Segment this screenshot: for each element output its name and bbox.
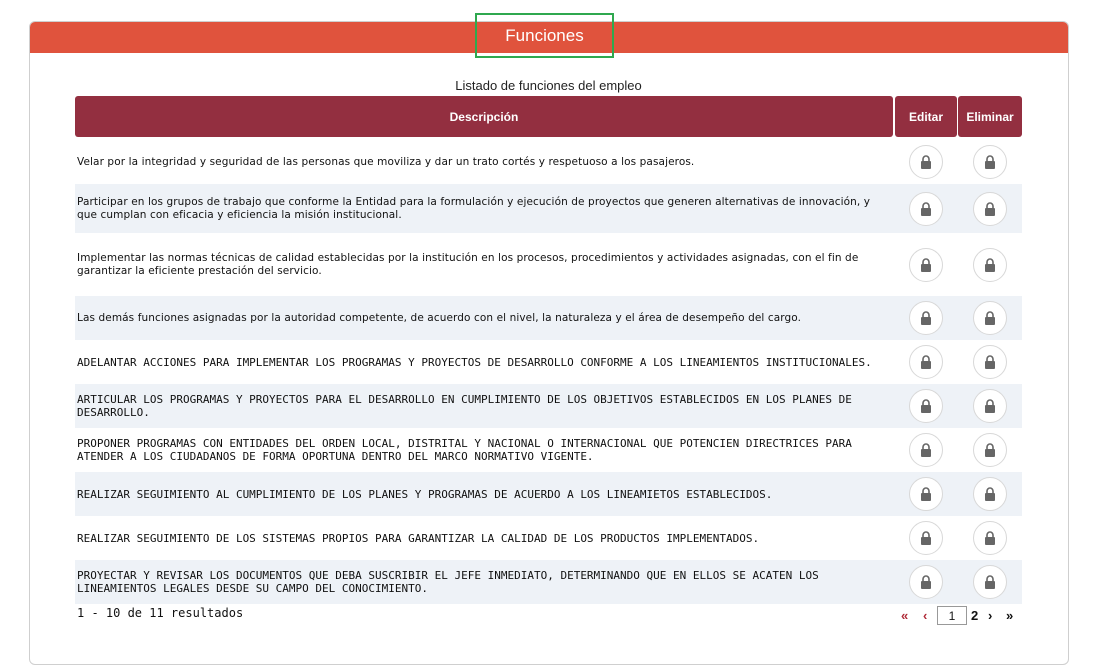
edit-locked-button[interactable] — [909, 248, 943, 282]
pagination-next-button[interactable]: › — [988, 607, 993, 623]
lock-icon — [920, 355, 932, 369]
lock-icon — [984, 355, 996, 369]
lock-icon — [920, 399, 932, 413]
edit-locked-button[interactable] — [909, 301, 943, 335]
edit-locked-button[interactable] — [909, 145, 943, 179]
table-caption: Listado de funciones del empleo — [455, 78, 642, 93]
lock-icon — [920, 575, 932, 589]
delete-locked-button[interactable] — [973, 248, 1007, 282]
section-title: Funciones — [475, 13, 614, 58]
column-header-edit: Editar — [895, 96, 957, 137]
pagination-last-button[interactable]: » — [1006, 607, 1014, 623]
row-description: ADELANTAR ACCIONES PARA IMPLEMENTAR LOS PROGRAMAS Y PROYECTOS DE DESARROLLO CONFORME A LOS LINEAMIENTOS INSTITUCIONALES. — [77, 355, 872, 369]
functions-table-body — [75, 140, 1022, 604]
lock-icon — [984, 202, 996, 216]
row-description: Las demás funciones asignadas por la autoridad competente, de acuerdo con el nivel, la naturaleza y el área de desempeño del cargo. — [77, 311, 802, 324]
delete-locked-button[interactable] — [973, 565, 1007, 599]
edit-locked-button[interactable] — [909, 389, 943, 423]
row-description: REALIZAR SEGUIMIENTO AL CUMPLIMIENTO DE LOS PLANES Y PROGRAMAS DE ACUERDO A LOS LINEAMIETOS ESTABLECIDOS. — [77, 487, 773, 501]
delete-locked-button[interactable] — [973, 145, 1007, 179]
edit-locked-button[interactable] — [909, 565, 943, 599]
edit-locked-button[interactable] — [909, 433, 943, 467]
pagination-prev-button[interactable]: ‹ — [923, 607, 928, 623]
results-summary: 1 - 10 de 11 resultados — [77, 606, 244, 620]
lock-icon — [984, 155, 996, 169]
delete-locked-button[interactable] — [973, 389, 1007, 423]
lock-icon — [984, 258, 996, 272]
delete-locked-button[interactable] — [973, 345, 1007, 379]
table-row — [75, 233, 1022, 296]
lock-icon — [984, 531, 996, 545]
table-row — [75, 516, 1022, 560]
lock-icon — [920, 202, 932, 216]
lock-icon — [920, 258, 932, 272]
edit-locked-button[interactable] — [909, 477, 943, 511]
lock-icon — [984, 575, 996, 589]
row-description: ARTICULAR LOS PROGRAMAS Y PROYECTOS PARA EL DESARROLLO EN CUMPLIMIENTO DE LOS OBJETIVOS ESTABLECIDOS EN LOS PLANES DE DESARROLLO. — [77, 393, 852, 419]
table-row — [75, 384, 1022, 428]
row-description: Implementar las normas técnicas de calidad establecidas por la institución en los procesos, procedimientos y actividades asignadas, con el fin de garantizar la eficiente prestación del servicio. — [77, 251, 859, 277]
table-row — [75, 184, 1022, 233]
column-header-description: Descripción — [75, 96, 893, 137]
edit-locked-button[interactable] — [909, 521, 943, 555]
lock-icon — [920, 311, 932, 325]
delete-locked-button[interactable] — [973, 192, 1007, 226]
row-description: REALIZAR SEGUIMIENTO DE LOS SISTEMAS PROPIOS PARA GARANTIZAR LA CALIDAD DE LOS PRODUCTOS IMPLEMENTADOS. — [77, 531, 760, 545]
table-row — [75, 296, 1022, 340]
lock-icon — [984, 311, 996, 325]
edit-locked-button[interactable] — [909, 345, 943, 379]
pagination-page-input[interactable]: 1 — [937, 606, 967, 625]
edit-locked-button[interactable] — [909, 192, 943, 226]
pagination-page-2-link[interactable]: 2 — [971, 607, 979, 623]
lock-icon — [920, 531, 932, 545]
delete-locked-button[interactable] — [973, 477, 1007, 511]
delete-locked-button[interactable] — [973, 521, 1007, 555]
delete-locked-button[interactable] — [973, 433, 1007, 467]
table-row — [75, 340, 1022, 384]
delete-locked-button[interactable] — [973, 301, 1007, 335]
row-description: Participar en los grupos de trabajo que conforme la Entidad para la formulación y ejecución de proyectos que generen alternativas de innovación, y que cumplan con eficacia y eficiencia la misión institucional. — [77, 195, 871, 221]
column-header-delete: Eliminar — [958, 96, 1022, 137]
table-row — [75, 140, 1022, 184]
pagination-first-button[interactable]: « — [901, 607, 909, 623]
lock-icon — [984, 399, 996, 413]
table-row — [75, 560, 1022, 604]
table-row — [75, 428, 1022, 472]
lock-icon — [984, 487, 996, 501]
table-row — [75, 472, 1022, 516]
lock-icon — [920, 155, 932, 169]
row-description: Velar por la integridad y seguridad de las personas que moviliza y dar un trato cortés y respetuoso a los pasajeros. — [77, 155, 695, 168]
lock-icon — [920, 487, 932, 501]
lock-icon — [984, 443, 996, 457]
row-description: PROYECTAR Y REVISAR LOS DOCUMENTOS QUE DEBA SUSCRIBIR EL JEFE INMEDIATO, DETERMINANDO QUE EN ELLOS SE ACATEN LOS LINEAMIENTOS LEGALES DESDE SU CAMPO DEL CONOCIMIENTO. — [77, 569, 819, 595]
lock-icon — [920, 443, 932, 457]
row-description: PROPONER PROGRAMAS CON ENTIDADES DEL ORDEN LOCAL, DISTRITAL Y NACIONAL O INTERNACIONAL QUE POTENCIEN DIRECTRICES PARA ATENDER A LOS CIUDADANOS DE FORMA OPORTUNA DENTRO DEL MARCO NORMATIVO VIGENTE. — [77, 437, 852, 463]
